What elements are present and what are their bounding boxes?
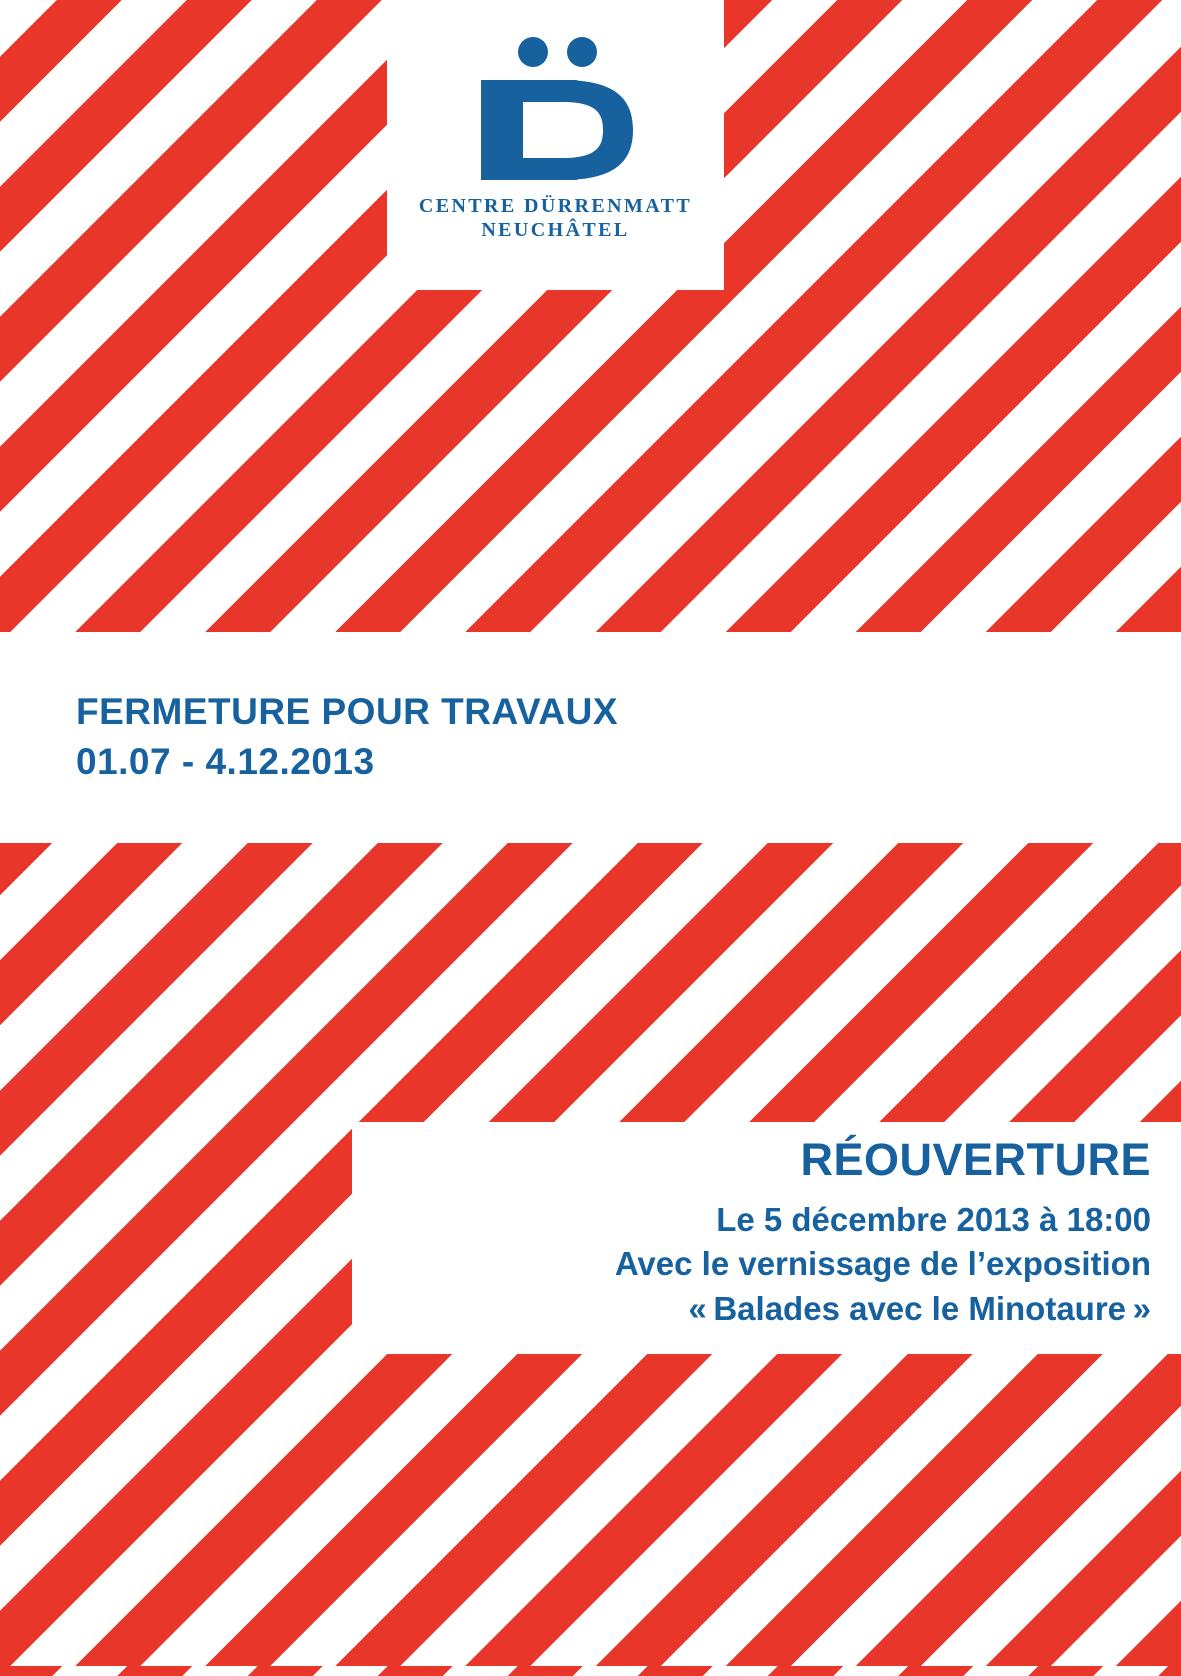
logo-wordmark (419, 194, 692, 243)
closure-announcement (76, 690, 618, 783)
reopening-exhibition-title: « Balades avec le Minotaure » (688, 1290, 1151, 1328)
logo-wordmark-line1: CENTRE DÜRRENMATT (418, 195, 693, 217)
closure-dates: 01.07 - 4.12.2013 (76, 740, 375, 782)
reopening-title: RÉOUVERTURE (800, 1134, 1151, 1185)
letter-d-with-diaeresis-icon (451, 36, 661, 186)
logo-wordmark-line2: NEUCHÂTEL (481, 219, 630, 242)
logo-panel-notch (387, 0, 687, 38)
logo (387, 36, 724, 281)
reopening-vernissage: Avec le vernissage de l’exposition (614, 1245, 1151, 1283)
reopening-date: Le 5 décembre 2013 à 18:00 (716, 1200, 1151, 1238)
closure-title: FERMETURE POUR TRAVAUX (76, 691, 619, 732)
reopening-announcement (351, 1135, 1151, 1331)
